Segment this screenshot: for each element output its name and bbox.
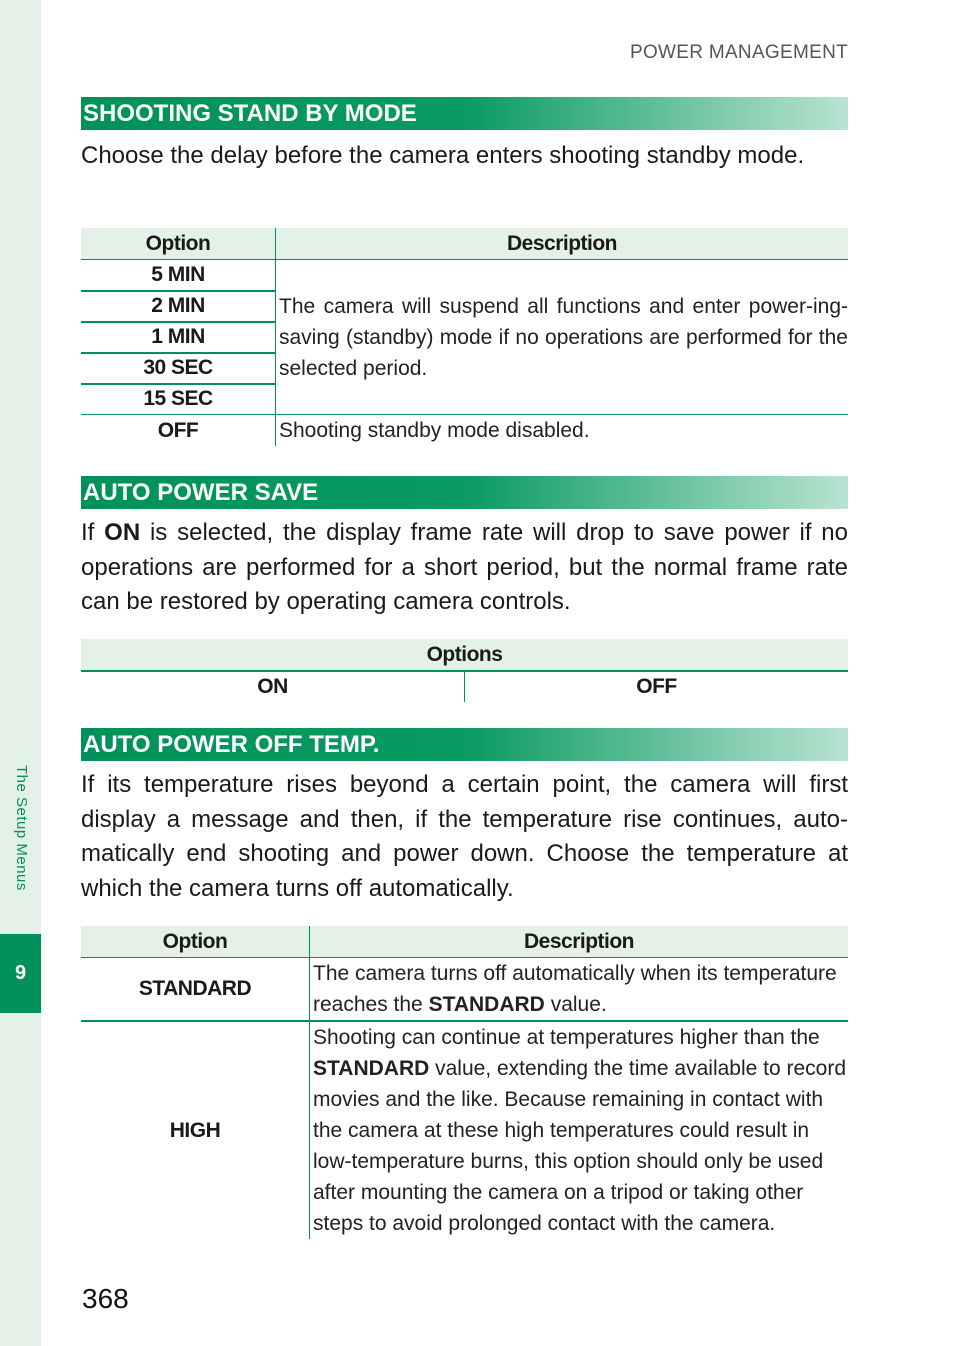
auto-power-save-options-table	[81, 639, 848, 702]
standard-description: The camera turns off automatically when its temperature reaches the STANDARD value.	[310, 958, 849, 1022]
option-high: HIGH	[81, 1021, 310, 1239]
side-chapter-bar	[0, 0, 41, 1346]
option-cell: 5 MIN	[81, 260, 276, 291]
merged-description-cell: The camera will suspend all functions and enter power-ing-saving (standby) mode if no operations are performed for the selected period.	[276, 260, 849, 415]
options-header: Options	[81, 639, 848, 671]
option-cell: 30 SEC	[81, 353, 276, 384]
option-cell-off: OFF	[81, 415, 276, 447]
standby-table	[81, 228, 848, 446]
running-header: POWER MANAGEMENT	[629, 42, 848, 63]
standby-intro: Choose the delay before the camera enters shooting standby mode.	[81, 142, 805, 169]
auto-power-off-temp-table	[81, 926, 848, 1239]
section-title-auto-power-off-temp: AUTO POWER OFF TEMP.	[81, 728, 848, 761]
page-number: 368	[82, 1283, 129, 1314]
section-title-standby: SHOOTING STAND BY MODE	[81, 97, 848, 130]
chapter-label: The Setup Menus	[13, 765, 30, 891]
col-header-option: Option	[81, 228, 276, 260]
high-description: Shooting can continue at temperatures higher than the STANDARD value, extending the time available to record movies and the like. Because remaining in contact with the camera at these high temperatures could result in low-temperature burns, this option should only be used after mounting the camera on a tripod or taking other steps to avoid prolonged contact with the camera.	[313, 1026, 847, 1235]
col-header-description: Description	[276, 228, 849, 260]
section-title-auto-power-save: AUTO POWER SAVE	[81, 476, 848, 509]
col-header-option: Option	[81, 926, 310, 958]
off-description-cell: Shooting standby mode disabled.	[279, 419, 590, 442]
option-on: ON	[81, 671, 465, 702]
chapter-number: 9	[14, 962, 27, 984]
option-cell: 2 MIN	[81, 291, 276, 322]
option-off: OFF	[636, 675, 677, 698]
auto-power-off-temp-intro: If its temperature rises beyond a certain point, the camera will first display a message and then, if the temperature rise continues, auto-matically end shooting and power down. Choose the temperature at which the camera turns off automatically.	[81, 771, 848, 902]
option-cell: 1 MIN	[81, 322, 276, 353]
option-cell: 15 SEC	[81, 384, 276, 415]
chapter-tab	[0, 934, 41, 1013]
option-standard: STANDARD	[81, 958, 310, 1022]
col-header-description: Description	[310, 926, 849, 958]
auto-power-save-intro: If ON is selected, the display frame rate will drop to save power if no operations are performed for a short period, but the normal frame rate can be restored by operating camera controls.	[81, 519, 848, 615]
